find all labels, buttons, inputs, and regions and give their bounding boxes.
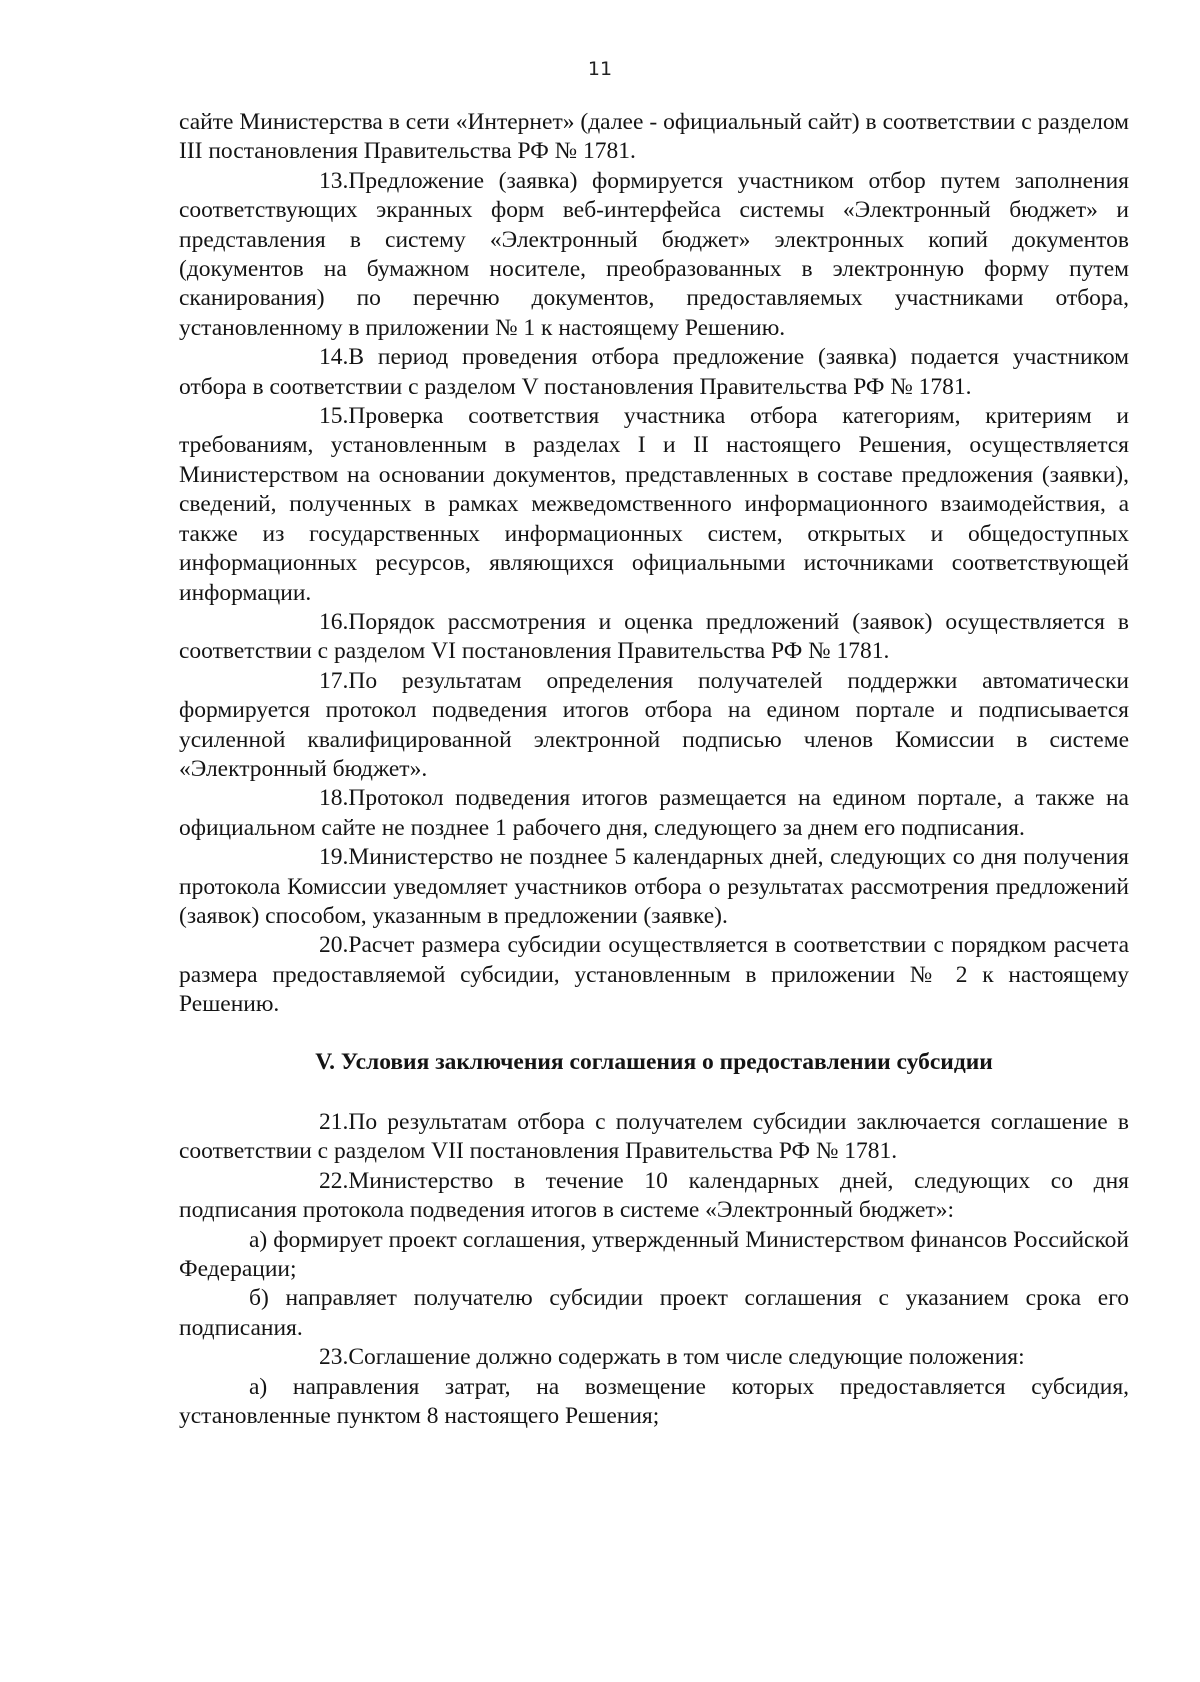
- paragraph-number: 21.: [319, 1109, 349, 1135]
- subparagraph-a: а) формирует проект соглашения, утвержденный Министерством финансов Российской Федерации;: [179, 1226, 1129, 1283]
- paragraph-number: 23.: [319, 1344, 349, 1371]
- paragraph-number: 13.: [319, 167, 349, 194]
- paragraph-text: Министерство в течение 10 календарных дней, следующих со дня подписания протокола подведения итогов в системе «Электронный бюджет»:: [179, 1167, 1129, 1224]
- paragraph-text: Расчет размера субсидии осуществляется в соответствии с порядком расчета размера предоставляемой субсидии, установленным в приложении № 2 к настоящему Решению.: [179, 932, 1129, 1018]
- paragraph-23: [179, 1343, 1129, 1372]
- paragraph-17: [179, 667, 1129, 785]
- paragraph-text: В период проведения отбора предложение (заявка) подается участником отбора в соответствии с разделом V постановления Правительства РФ № 1781.: [179, 344, 1129, 400]
- paragraph-text: Министерство не позднее 5 календарных дней, следующих со дня получения протокола Комиссии уведомляет участников отбора о результатах рассмотрения предложений (заявок) способом, указанным в предложении (заявке).: [179, 844, 1129, 929]
- paragraph-number: 22.: [319, 1167, 349, 1194]
- paragraph-number: 15.: [319, 403, 349, 430]
- paragraph-16: [179, 608, 1129, 667]
- paragraph-number: 14.: [319, 344, 349, 371]
- document-body: [179, 108, 1129, 1431]
- paragraph-19: [179, 843, 1129, 931]
- paragraph-text: Соглашение должно содержать в том числе следующие положения:: [348, 1344, 1025, 1371]
- paragraph-text: По результатам отбора с получателем субсидии заключается соглашение в соответствии с разделом VII постановления Правительства РФ № 1781.: [179, 1109, 1129, 1165]
- paragraph-text: Проверка соответствия участника отбора категориям, критериям и требованиям, установленным в разделах I и II настоящего Решения, осуществляется Министерством на основании документов, представленных в составе предложения (заявки), сведений, полученных в рамках межведомственного информационного взаимодействия, а также из государственных информационных систем, открытых и общедоступных информационных ресурсов, являющихся официальными источниками соответствующей информации.: [179, 403, 1129, 606]
- paragraph-14: [179, 343, 1129, 402]
- paragraph-18: [179, 784, 1129, 843]
- paragraph-number: 17.: [319, 667, 349, 694]
- subparagraph-a: а) направления затрат, на возмещение которых предоставляется субсидия, установленные пунктом 8 настоящего Решения;: [179, 1373, 1129, 1430]
- paragraph-22: [179, 1167, 1129, 1226]
- paragraph-13: [179, 167, 1129, 343]
- paragraph-text: сайте Министерства в сети «Интернет» (далее - официальный сайт) в соответствии с разделом III постановления Правительства РФ № 1781.: [179, 109, 1129, 165]
- paragraph-20: [179, 931, 1129, 1019]
- paragraph-number: 20.: [319, 932, 349, 959]
- paragraph-continuation: [179, 108, 1129, 167]
- paragraph-text: По результатам определения получателей поддержки автоматически формируется протокол подведения итогов отбора на едином портале и подписывается усиленной квалифицированной электронной подписью членов Комиссии в системе «Электронный бюджет».: [179, 667, 1129, 782]
- paragraph-15: [179, 402, 1129, 608]
- paragraph-number: 18.: [319, 785, 349, 812]
- paragraph-number: 19.: [319, 844, 349, 871]
- page-number: 11: [587, 58, 613, 80]
- paragraph-21: [179, 1108, 1129, 1167]
- paragraph-number: 16.: [319, 608, 349, 635]
- paragraph-text: Протокол подведения итогов размещается на едином портале, а также на официальном сайте не позднее 1 рабочего дня, следующего за днем его подписания.: [179, 785, 1129, 841]
- paragraph-text: Предложение (заявка) формируется участником отбор путем заполнения соответствующих экранных форм веб-интерфейса системы «Электронный бюджет» и представления в систему «Электронный бюджет» электронных копий документов (документов на бумажном носителе, преобразованных в электронную форму путем сканирования) по перечню документов, предоставляемых участниками отбора, установленному в приложении № 1 к настоящему Решению.: [179, 167, 1129, 341]
- section-title: V. Условия заключения соглашения о предоставлении субсидии: [315, 1048, 993, 1075]
- subparagraph-b: б) направляет получателю субсидии проект соглашения с указанием срока его подписания.: [179, 1285, 1129, 1341]
- paragraph-text: Порядок рассмотрения и оценка предложений (заявок) осуществляется в соответствии с разделом VI постановления Правительства РФ № 1781.: [179, 608, 1129, 665]
